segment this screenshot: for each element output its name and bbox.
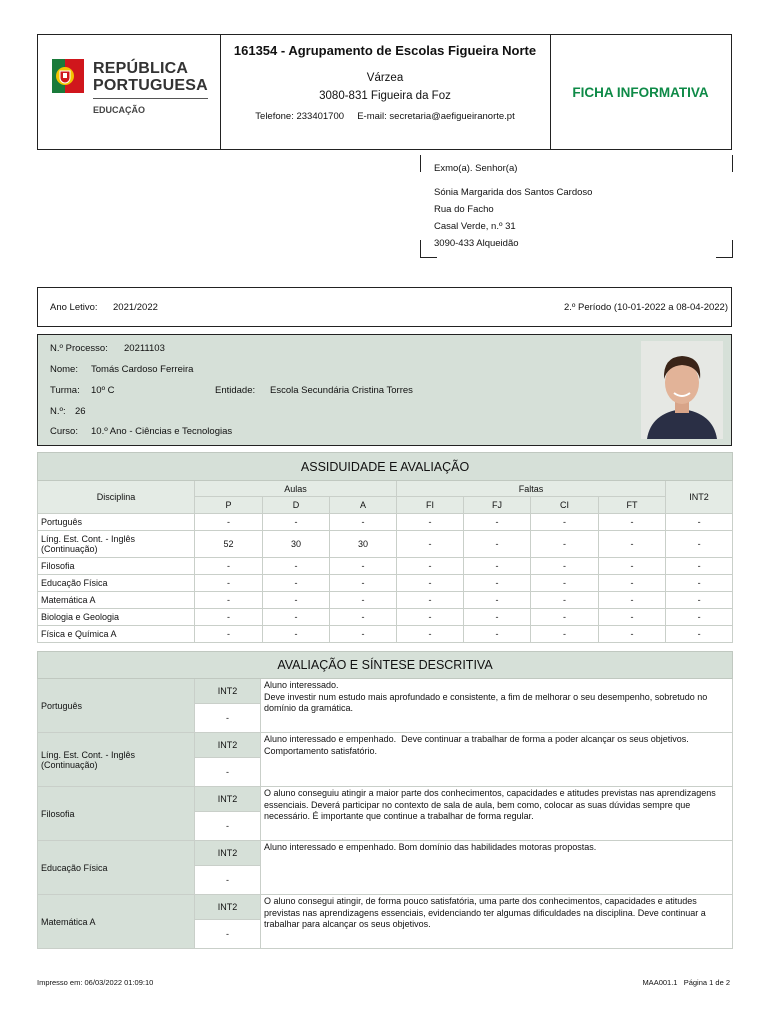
- attendance-cell: -: [263, 558, 330, 575]
- attendance-cell: -: [531, 609, 599, 626]
- discipline-name: Educação Física: [38, 841, 195, 895]
- address-street: Rua do Facho: [434, 204, 494, 215]
- attendance-cell: -: [397, 531, 464, 558]
- attendance-cell: -: [666, 575, 733, 592]
- logo-text-line1: REPÚBLICA: [93, 60, 189, 77]
- attendance-cell: -: [464, 626, 531, 643]
- school-town: Várzea: [366, 72, 404, 84]
- course-label: Curso:: [50, 426, 78, 437]
- synthesis-row: [38, 733, 733, 758]
- attendance-cell: -: [330, 592, 397, 609]
- table-row: [38, 575, 733, 592]
- int-label: INT2: [195, 895, 261, 920]
- descriptive-text: Aluno interessado e empenhado. Bom domínio das habilidades motoras propostas.: [261, 841, 733, 895]
- school-contacts: Telefone: 233401700 E-mail: secretaria@aefigueiranorte.pt: [255, 111, 515, 122]
- school-year-label: Ano Letivo:: [50, 302, 98, 313]
- discipline-name: Matemática A: [38, 895, 195, 949]
- logo-block: [38, 35, 221, 149]
- attendance-cell: -: [531, 626, 599, 643]
- int-grade: -: [195, 920, 261, 949]
- int-grade: -: [195, 866, 261, 895]
- synthesis-title: AVALIAÇÃO E SÍNTESE DESCRITIVA: [38, 652, 733, 679]
- attendance-cell: -: [195, 514, 263, 531]
- attendance-cell: -: [666, 592, 733, 609]
- table-row: [38, 626, 733, 643]
- entity-value: Escola Secundária Cristina Torres: [270, 385, 413, 396]
- col-p: P: [195, 497, 263, 514]
- synthesis-table: [37, 651, 733, 949]
- attendance-cell: 52: [195, 531, 263, 558]
- coat-of-arms-icon: [52, 59, 84, 93]
- student-name: Tomás Cardoso Ferreira: [91, 364, 194, 375]
- col-a: A: [330, 497, 397, 514]
- table-row: [38, 558, 733, 575]
- attendance-cell: -: [330, 626, 397, 643]
- col-int: INT2: [666, 481, 733, 514]
- int-label: INT2: [195, 787, 261, 812]
- attendance-cell: -: [666, 626, 733, 643]
- attendance-cell: -: [464, 592, 531, 609]
- col-fi: FI: [397, 497, 464, 514]
- attendance-title: ASSIDUIDADE E AVALIAÇÃO: [38, 453, 733, 481]
- attendance-cell: -: [464, 558, 531, 575]
- int-label: INT2: [195, 679, 261, 704]
- descriptive-text: O aluno conseguiu atingir a maior parte dos conhecimentos, capacidades e atitudes previstas nas aprendizagens essenciais. Deverá participar no contexto de sala de aula, bem como, colocar as suas dúvidas sempre que necessário. É importante que continue a trabalhar de forma regular.: [261, 787, 733, 841]
- col-classes: Aulas: [195, 481, 397, 497]
- attendance-cell: -: [263, 609, 330, 626]
- attendance-cell: -: [330, 558, 397, 575]
- attendance-cell: -: [263, 514, 330, 531]
- synthesis-row: [38, 787, 733, 812]
- school-name: 161354 - Agrupamento de Escolas Figueira Norte: [233, 43, 537, 58]
- attendance-cell: -: [397, 575, 464, 592]
- attendance-cell: -: [531, 558, 599, 575]
- descriptive-text: Aluno interessado e empenhado. Deve continuar a trabalhar de forma a poder alcançar os seus objetivos. Comportamento satisfatório.: [261, 733, 733, 787]
- attendance-cell: -: [599, 626, 666, 643]
- course-value: 10.º Ano - Ciências e Tecnologias: [91, 426, 233, 437]
- attendance-cell: -: [464, 575, 531, 592]
- attendance-cell: -: [599, 575, 666, 592]
- synthesis-body: [38, 679, 733, 949]
- attendance-cell: -: [599, 592, 666, 609]
- attendance-cell: -: [330, 514, 397, 531]
- school-zip: 3080-831 Figueira da Foz: [319, 90, 451, 102]
- number-label: N.º:: [50, 406, 66, 417]
- col-d: D: [263, 497, 330, 514]
- printed-date: Impresso em: 06/03/2022 01:09:10: [37, 978, 154, 987]
- attendance-cell: -: [531, 592, 599, 609]
- address-name: Sónia Margarida dos Santos Cardoso: [434, 187, 593, 198]
- attendance-body: [38, 514, 733, 643]
- attendance-cell: -: [666, 531, 733, 558]
- attendance-cell: -: [263, 575, 330, 592]
- attendance-cell: -: [263, 626, 330, 643]
- int-grade: -: [195, 812, 261, 841]
- process-value: 20211103: [124, 343, 165, 354]
- address-postal: 3090-433 Alqueidão: [434, 238, 519, 249]
- synthesis-row: [38, 679, 733, 704]
- attendance-cell: -: [397, 514, 464, 531]
- address-bracket-br: [716, 240, 733, 258]
- discipline-name: Física e Química A: [38, 626, 195, 643]
- process-label: N.º Processo:: [50, 343, 108, 354]
- int-label: INT2: [195, 841, 261, 866]
- attendance-cell: -: [195, 592, 263, 609]
- synthesis-row: [38, 895, 733, 920]
- discipline-name: Líng. Est. Cont. - Inglês (Continuação): [38, 733, 195, 787]
- attendance-cell: -: [464, 531, 531, 558]
- int-label: INT2: [195, 733, 261, 758]
- school-info: [220, 35, 551, 149]
- school-year-bar: [37, 287, 732, 327]
- attendance-cell: -: [397, 558, 464, 575]
- descriptive-text: Aluno interessado. Deve investir num estudo mais aprofundado e consistente, a fim de melhorar o seu desempenho, sobretudo no domínio da gramática.: [261, 679, 733, 733]
- logo-divider: [93, 98, 208, 99]
- discipline-name: Filosofia: [38, 787, 195, 841]
- student-avatar-icon: [641, 341, 723, 439]
- col-fj: FJ: [464, 497, 531, 514]
- entity-label: Entidade:: [215, 385, 256, 396]
- discipline-name: Líng. Est. Cont. - Inglês (Continuação): [38, 531, 195, 558]
- address-bracket-tl: [420, 155, 431, 172]
- attendance-table: [37, 452, 733, 643]
- attendance-cell: 30: [263, 531, 330, 558]
- attendance-cell: -: [666, 609, 733, 626]
- attendance-cell: -: [464, 609, 531, 626]
- school-period: 2.º Período (10-01-2022 a 08-04-2022): [563, 302, 728, 313]
- discipline-name: Português: [38, 514, 195, 531]
- int-grade: -: [195, 704, 261, 733]
- attendance-cell: -: [195, 626, 263, 643]
- attendance-cell: -: [330, 575, 397, 592]
- school-year-value: 2021/2022: [113, 302, 158, 313]
- address-locality: Casal Verde, n.º 31: [434, 221, 516, 232]
- discipline-name: Português: [38, 679, 195, 733]
- student-photo: [641, 341, 723, 439]
- attendance-cell: -: [195, 575, 263, 592]
- attendance-cell: -: [599, 514, 666, 531]
- student-panel: [37, 334, 732, 446]
- logo-text-line2: PORTUGUESA: [93, 77, 208, 94]
- attendance-cell: -: [666, 514, 733, 531]
- int-grade: -: [195, 758, 261, 787]
- attendance-cell: -: [531, 575, 599, 592]
- doc-type-block: [550, 35, 731, 149]
- attendance-cell: -: [599, 609, 666, 626]
- logo-subtitle: EDUCAÇÃO: [93, 105, 146, 115]
- attendance-cell: -: [330, 609, 397, 626]
- col-ft: FT: [599, 497, 666, 514]
- table-row: [38, 531, 733, 558]
- attendance-cell: -: [397, 626, 464, 643]
- attendance-cell: -: [263, 592, 330, 609]
- attendance-cell: -: [599, 558, 666, 575]
- document-header: [37, 34, 732, 150]
- attendance-cell: -: [599, 531, 666, 558]
- col-discipline: Disciplina: [38, 481, 195, 514]
- col-absences: Faltas: [397, 481, 666, 497]
- table-row: [38, 609, 733, 626]
- class-label: Turma:: [50, 385, 80, 396]
- name-label: Nome:: [50, 364, 78, 375]
- attendance-cell: -: [531, 514, 599, 531]
- col-ci: CI: [531, 497, 599, 514]
- attendance-cell: -: [666, 558, 733, 575]
- attendance-cell: -: [397, 592, 464, 609]
- discipline-name: Matemática A: [38, 592, 195, 609]
- class-value: 10º C: [91, 385, 115, 396]
- synthesis-row: [38, 841, 733, 866]
- discipline-name: Educação Física: [38, 575, 195, 592]
- address-bracket-tr: [722, 155, 733, 172]
- address-salutation: Exmo(a). Senhor(a): [434, 163, 518, 174]
- discipline-name: Biologia e Geologia: [38, 609, 195, 626]
- attendance-cell: -: [531, 531, 599, 558]
- table-row: [38, 514, 733, 531]
- discipline-name: Filosofia: [38, 558, 195, 575]
- attendance-cell: -: [195, 558, 263, 575]
- number-value: 26: [75, 406, 86, 417]
- page-info: MAA001.1 Página 1 de 2: [642, 978, 730, 987]
- table-row: [38, 592, 733, 609]
- attendance-cell: -: [195, 609, 263, 626]
- attendance-cell: -: [464, 514, 531, 531]
- descriptive-text: O aluno consegui atingir, de forma pouco satisfatória, uma parte dos conhecimentos, capacidades e atitudes previstas nas aprendizagens essenciais, evidenciando ter algumas dificuldades na disciplina. Deve continuar a trabalhar para alcançar os seus objetivos.: [261, 895, 733, 949]
- attendance-cell: -: [397, 609, 464, 626]
- attendance-cell: 30: [330, 531, 397, 558]
- doc-type-title: FICHA INFORMATIVA: [572, 85, 709, 100]
